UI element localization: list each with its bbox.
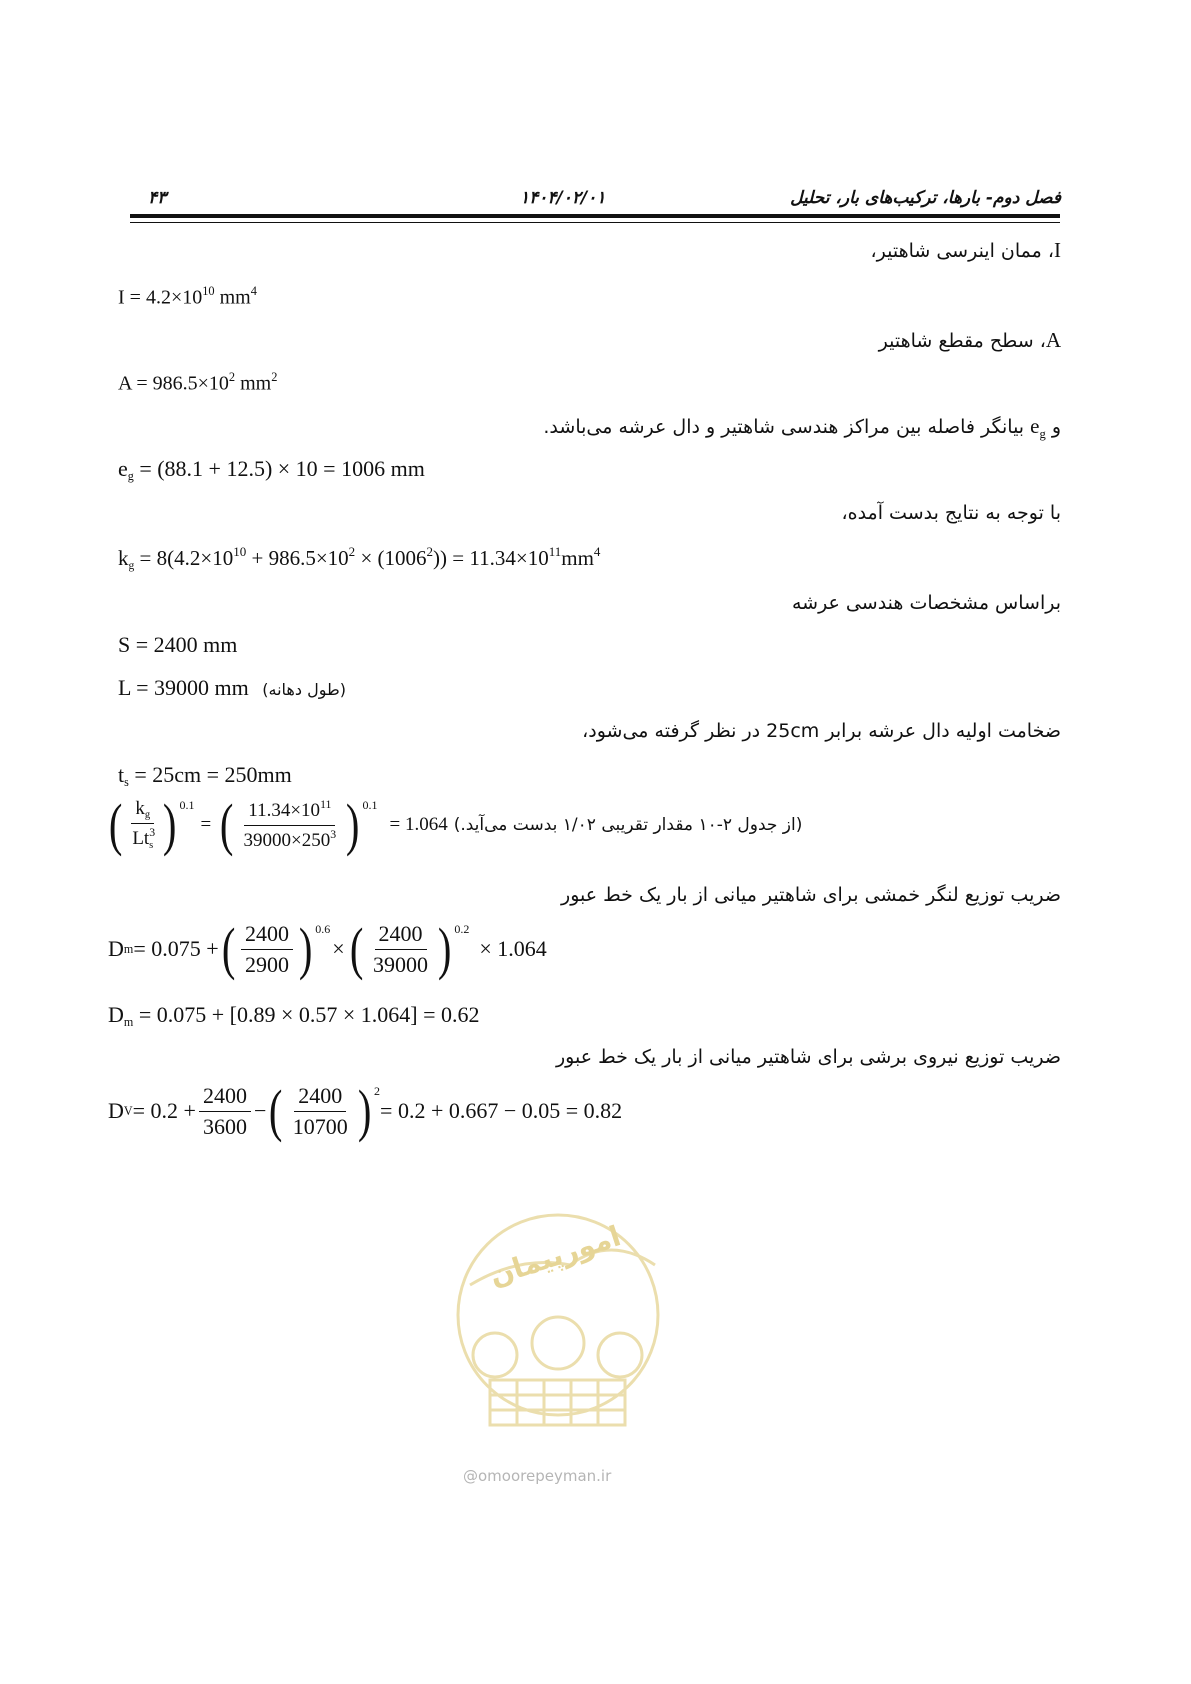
eq-dv: D V = 0.2 + $\frac{2400}{3600}$ − ( $\frac{2400}{10700}$ ) 2 = 0.2 + 0.667 − 0.05 = 0.82 [108,1078,623,1143]
page-number: ۴۳ [148,188,167,208]
header-rule-thin [130,222,1060,223]
text-moment-df: ضریب توزیع لنگر خمشی برای شاهتیر میانی از بار یک خط عبور [561,884,1061,906]
eq-spacing: S = 2400 mm [118,632,238,657]
eq-dm-result: $D_m = 0.075 + [0.89 \times 0.57 \times 1.064] = 0.62$ [108,1002,480,1030]
text-shear-df: ضریب توزیع نیروی برشی برای شاهتیر میانی از بار یک خط عبور [555,1046,1061,1068]
eq-dm: D m = 0.075 + ( $\frac{2400}{2900}$ ) 0.6 × ( $\frac{2400}{39000}$ ) 0.2 × 1.064 [108,916,547,981]
eq-kg: $k_g = 8(4.2\times 10^{10} + 986.5\times 10^2 \times (1006^2)) = 11.34\times 10^{11}mm^4$ [118,544,601,573]
gear-left-icon [473,1333,517,1377]
eq-stiffness-ratio: ( $\frac{k_g}{Lt^3_s}$ ) 0.1 = ( $\frac{11.34\times 10^{11}}{39000\times 250^3}$ ) 0.1 = 1.064 (از جدول ۲-۱۰ مقدار تقریبی ۱/۰۲ بدست می‌آید.) [108,792,803,857]
gear-right-icon [598,1333,642,1377]
logo-text: امورپیمان [485,1219,625,1293]
chapter-title: فصل دوم- بارها، ترکیب‌های بار، تحلیل [790,188,1061,208]
eq-area: $A = 986.5\times 10^2$ $mm^2$ [118,370,278,395]
watermark-logo [440,1195,680,1475]
text-results: با توجه به نتایج بدست آمده، [841,502,1061,524]
text-area: A، سطح مقطع شاهتیر [878,328,1061,352]
eq-span: L = 39000 mm (طول دهانه) [118,675,346,700]
eq-eccentricity: $e_g = (88.1 + 12.5) \times 10 = 1006$ mm [118,456,425,484]
eq-ts: $t_s = 25cm = 250mm$ [118,762,292,790]
gear-center-icon [532,1317,584,1369]
text-eccentricity: و $e_g$ بیانگر فاصله بین مراکز هندسی شاهتیر و دال عرشه می‌باشد. [543,414,1061,442]
eq-inertia: $I = 4.2\times 10^{10}$ $mm^4$ [118,284,257,309]
text-slab-thickness: ضخامت اولیه دال عرشه برابر 25cm در نظر گرفته می‌شود، [582,720,1061,742]
watermark-url: @omoorepeyman.ir [463,1467,612,1485]
text-inertia: I، ممان اینرسی شاهتیر، [870,238,1061,262]
header-rule [130,214,1060,218]
text-deck-geometry: براساس مشخصات هندسی عرشه [791,592,1061,614]
header-date: ۱۴۰۴/۰۲/۰۱ [520,188,606,208]
